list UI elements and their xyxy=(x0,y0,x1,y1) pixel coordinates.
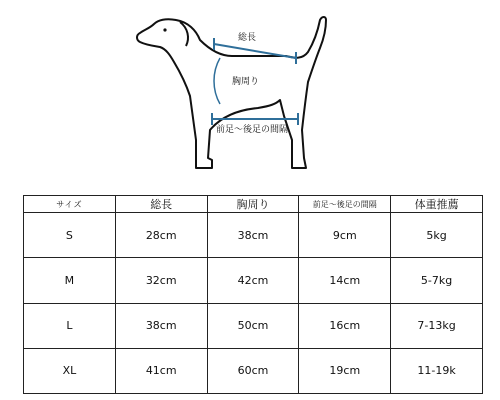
cell-leg-gap: 9cm xyxy=(299,213,391,258)
dog-measurement-diagram xyxy=(0,0,500,185)
header-leg-gap: 前足〜後足の間隔 xyxy=(299,196,391,213)
cell-length: 41cm xyxy=(115,348,207,393)
header-size: サイズ xyxy=(24,196,116,213)
table-row xyxy=(24,348,483,393)
cell-size: L xyxy=(24,303,116,348)
cell-size: M xyxy=(24,258,116,303)
header-weight: 体重推薦 xyxy=(391,196,483,213)
cell-chest: 50cm xyxy=(207,303,299,348)
chest-label: 胸周り xyxy=(232,77,260,87)
table-row xyxy=(24,258,483,303)
table-header-row xyxy=(24,196,483,213)
cell-leg-gap: 19cm xyxy=(299,348,391,393)
dog-eye xyxy=(163,28,166,31)
dog-silhouette xyxy=(137,17,326,168)
size-chart-table xyxy=(23,195,483,394)
length-label: 総長 xyxy=(238,33,257,43)
leg-gap-label: 前足〜後足の間隔 xyxy=(216,125,289,135)
header-length: 総長 xyxy=(115,196,207,213)
cell-weight: 7-13kg xyxy=(391,303,483,348)
cell-size: S xyxy=(24,213,116,258)
cell-length: 28cm xyxy=(115,213,207,258)
table-row xyxy=(24,213,483,258)
cell-weight: 11-19k xyxy=(391,348,483,393)
cell-chest: 60cm xyxy=(207,348,299,393)
cell-weight: 5-7kg xyxy=(391,258,483,303)
cell-leg-gap: 16cm xyxy=(299,303,391,348)
cell-length: 32cm xyxy=(115,258,207,303)
cell-size: XL xyxy=(24,348,116,393)
cell-chest: 42cm xyxy=(207,258,299,303)
table-row xyxy=(24,303,483,348)
cell-leg-gap: 14cm xyxy=(299,258,391,303)
cell-weight: 5kg xyxy=(391,213,483,258)
header-chest: 胸周り xyxy=(207,196,299,213)
cell-length: 38cm xyxy=(115,303,207,348)
cell-chest: 38cm xyxy=(207,213,299,258)
